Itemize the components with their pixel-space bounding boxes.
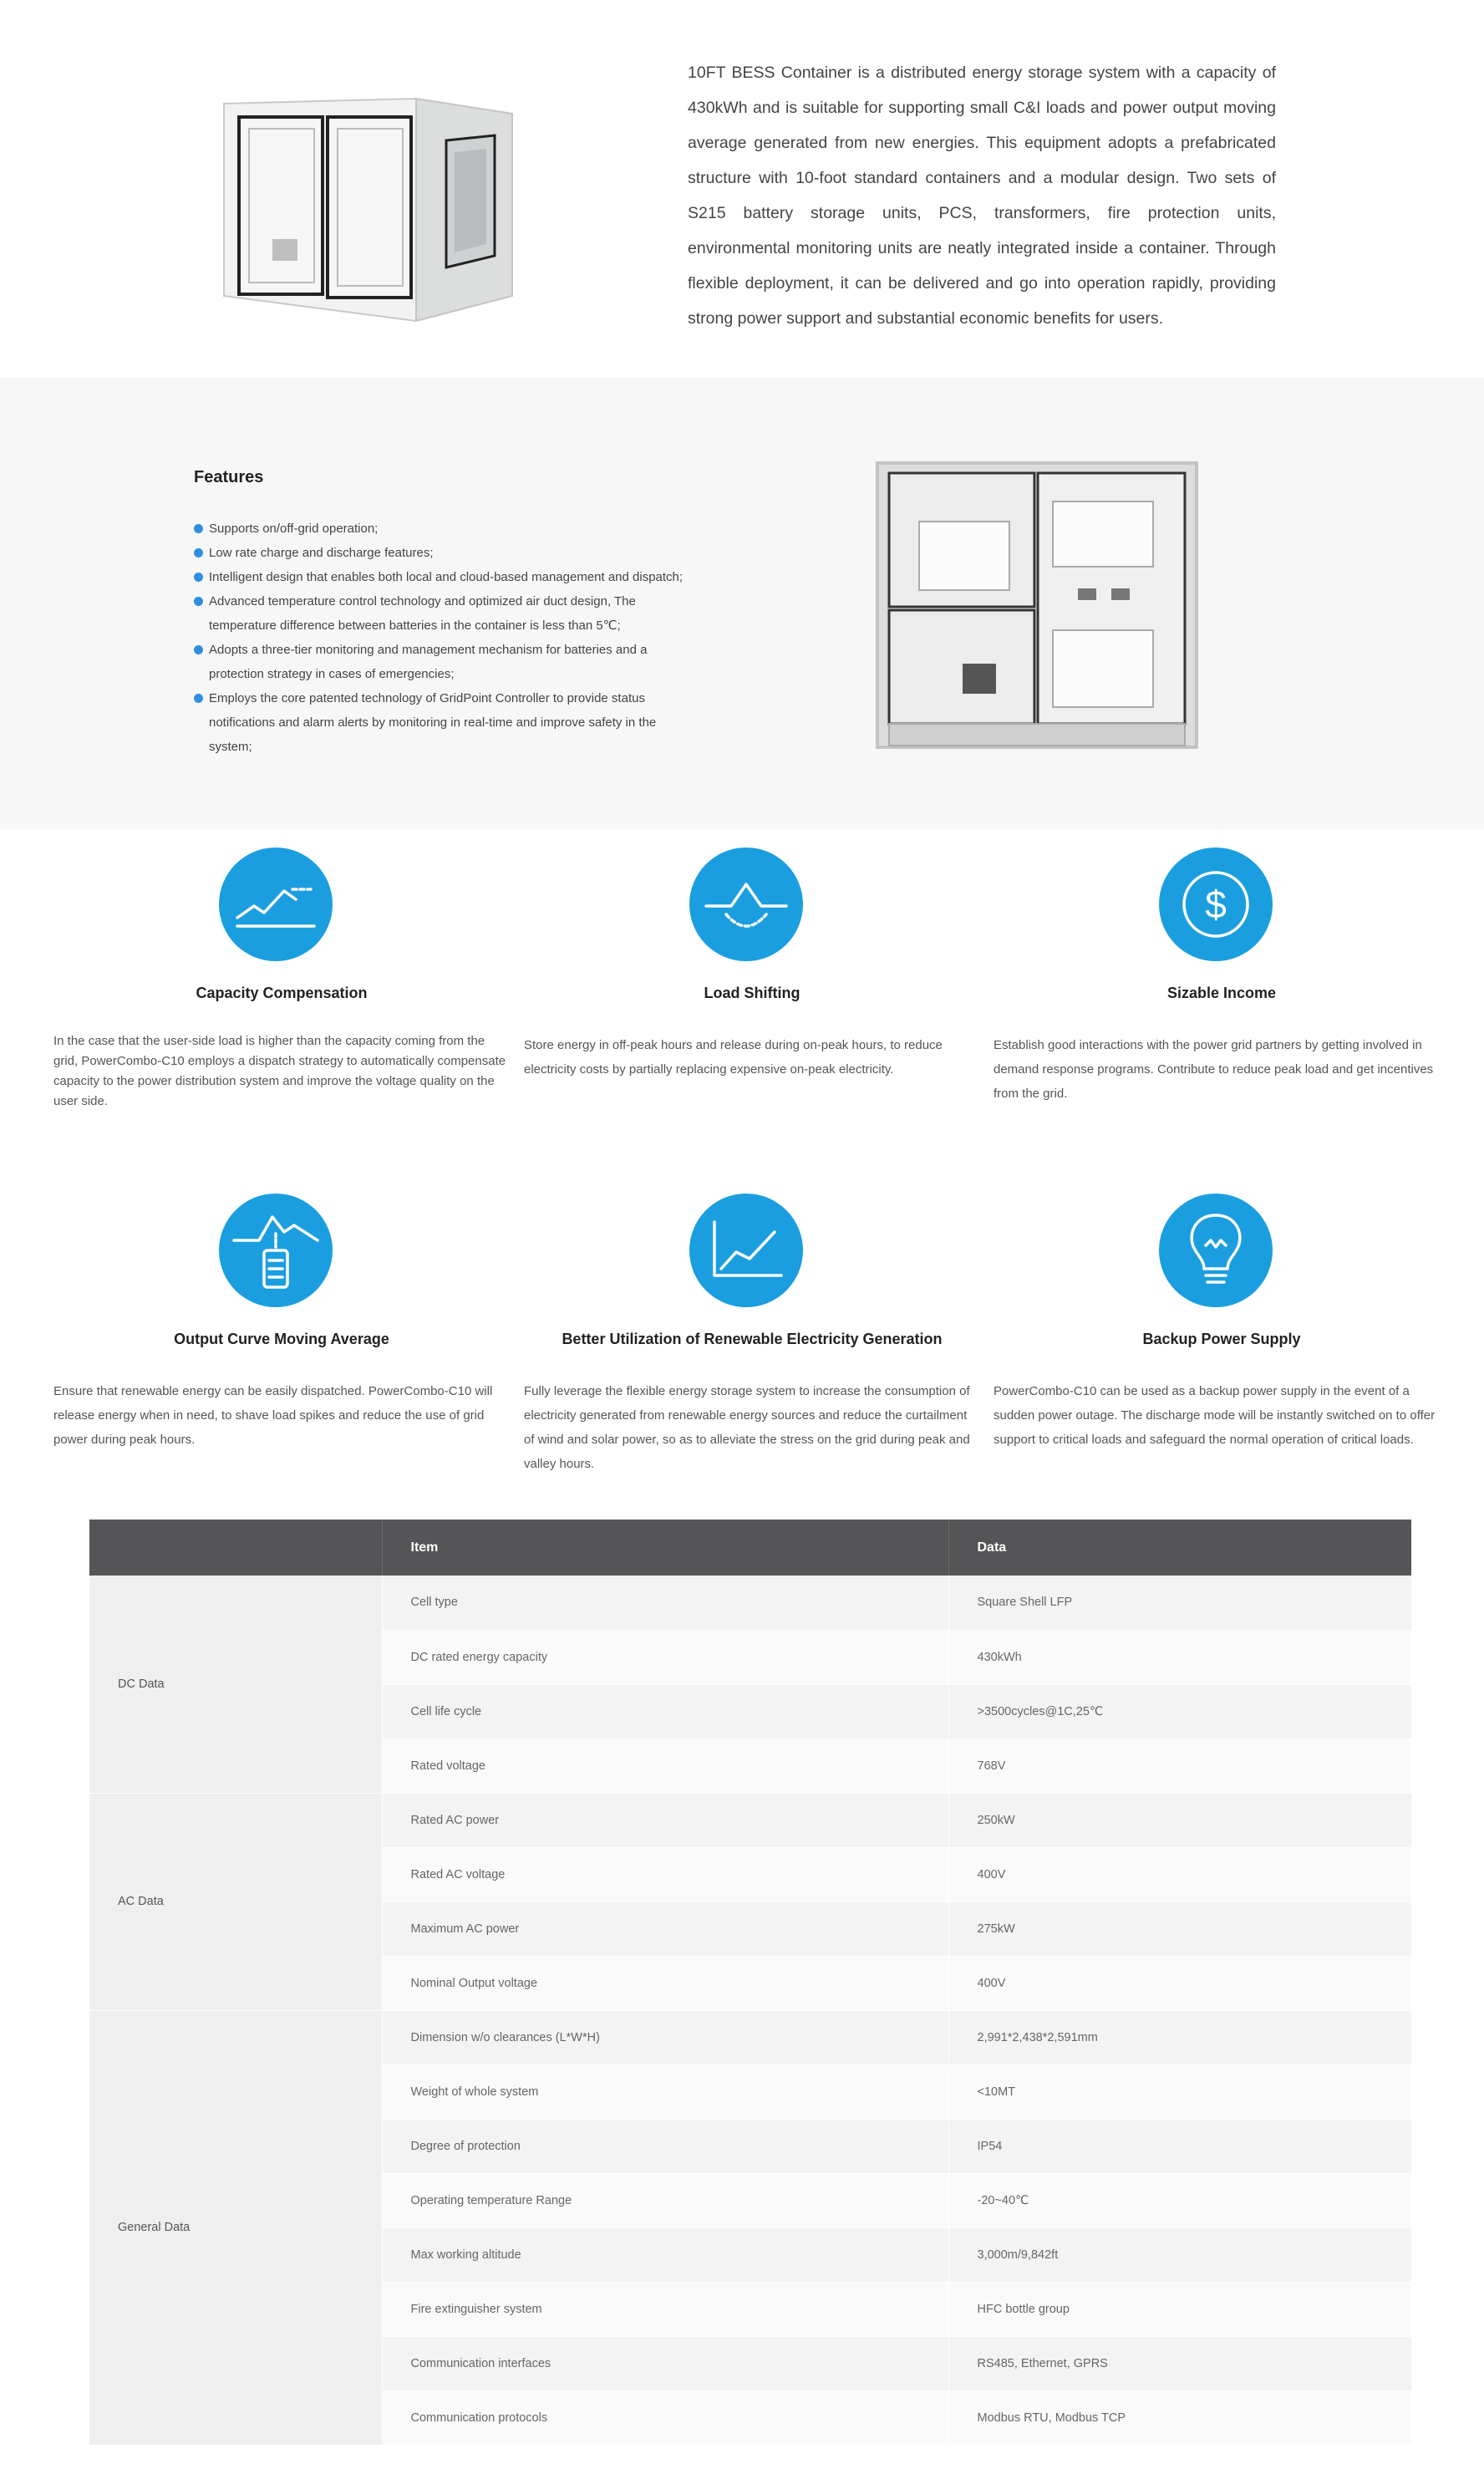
intro-section [0,0,1484,378]
benefit-description: Fully leverage the flexible energy storage system to increase the consumption of electricity generated from renewable energy sources and reduce the curtailment of wind and solar power, so as to alleviate the stress on the grid during peak and valley hours. [524,1384,970,1471]
feature-item: Adopts a three-tier monitoring and management mechanism for batteries and a protection strategy in cases of emergencies; [194,638,695,686]
spec-item: Fire extinguisher system [382,2282,948,2336]
spec-item: Dimension w/o clearances (L*W*H) [382,2010,948,2064]
spec-item: Rated AC power [382,1793,948,1847]
spec-value: 3,000m/9,842ft [948,2227,1411,2282]
benefit-description: In the case that the user-side load is higher than the capacity coming from the grid, PowerCombo-C10 employs a dispatch strategy to automatically compensate capacity to the power distribution system and improve the voltage quality on the user side. [53,1034,506,1108]
spec-table [89,1520,1411,2446]
spec-value: 275kW [948,1901,1411,1956]
spec-item: DC rated energy capacity [382,1630,948,1684]
benefit-description: Ensure that renewable energy can be easily dispatched. PowerCombo-C10 will release energy when in need, to shave load spikes and reduce the use of grid power during peak hours. [53,1384,493,1447]
benefit-description: Establish good interactions with the power grid partners by getting involved in demand response programs. Contribute to reduce peak load and get incentives from the grid. [994,1038,1434,1101]
spec-item: Communication interfaces [382,2336,948,2390]
container-exterior-image [216,80,516,331]
features-section [0,378,1484,829]
spec-item: Cell life cycle [382,1684,948,1738]
spec-value: Square Shell LFP [948,1576,1411,1630]
spec-group-label: AC Data [89,1793,382,2010]
spec-item: Operating temperature Range [382,2173,948,2227]
spec-item: Rated AC voltage [382,1847,948,1901]
feature-item: Low rate charge and discharge features; [194,541,695,565]
dollar-icon [1159,848,1273,961]
spec-item: Nominal Output voltage [382,1956,948,2010]
spec-value: 250kW [948,1793,1411,1847]
feature-item: Intelligent design that enables both local and cloud-based management and dispatch; [194,565,695,589]
container-interior-image [869,455,1203,756]
load-curve-icon [689,848,803,961]
benefit-description: PowerCombo-C10 can be used as a backup power supply in the event of a sudden power outage. The discharge mode will be instantly switched on to offer support to critical loads and safeguard the normal operation of critical loads. [994,1384,1436,1447]
feature-item: Advanced temperature control technology and optimized air duct design, The temperature difference between batteries in the container is less than 5℃; [194,589,695,638]
spec-value: <10MT [948,2064,1411,2119]
benefit-title: Better Utilization of Renewable Electricity Generation [562,1331,943,1347]
spec-header-group [89,1520,382,1576]
intro-description: 10FT BESS Container is a distributed energy storage system with a capacity of 430kWh and is suitable for supporting small C&I loads and power output moving average generated from new energies. This equipment adopts a prefabricated structure with 10-foot standard containers and a modular design. Two sets of S215 battery storage units, PCS, transformers, fire protection units, environmental monitoring units are neatly integrated inside a container. Through flexible deployment, it can be delivered and go into operation rapidly, providing strong power support and substantial economic benefits for users. [688,64,1276,328]
spec-value: Modbus RTU, Modbus TCP [948,2390,1411,2445]
spec-item: Maximum AC power [382,1901,948,1956]
spec-item: Communication protocols [382,2390,948,2445]
lightbulb-icon [1159,1194,1273,1307]
benefit-title: Backup Power Supply [1142,1331,1301,1347]
spec-group-label: DC Data [89,1576,382,1793]
features-list [194,517,695,759]
spec-header-row [89,1520,1411,1576]
spec-value: 430kWh [948,1630,1411,1684]
benefits-section [0,829,1484,1520]
spec-value: HFC bottle group [948,2282,1411,2336]
benefit-title: Output Curve Moving Average [174,1331,389,1347]
svg-text:$: $ [1205,883,1227,926]
feature-item: Supports on/off-grid operation; [194,517,695,541]
table-row [89,1793,1411,1847]
features-title: Features [194,468,264,486]
spec-value: RS485, Ethernet, GPRS [948,2336,1411,2390]
spec-value: -20~40℃ [948,2173,1411,2227]
spec-value: 768V [948,1738,1411,1793]
spec-item: Rated voltage [382,1738,948,1793]
spec-item: Degree of protection [382,2119,948,2173]
spec-value: 400V [948,1847,1411,1901]
spec-item: Max working altitude [382,2227,948,2282]
spec-value: >3500cycles@1C,25℃ [948,1684,1411,1738]
capacity-chart-icon [219,848,333,961]
table-row [89,1576,1411,1630]
benefit-description: Store energy in off-peak hours and release during on-peak hours, to reduce electricity costs by partially replacing expensive on-peak electricity. [524,1038,943,1077]
benefit-title: Sizable Income [1166,985,1277,1001]
rising-chart-icon [689,1194,803,1307]
benefit-title: Capacity Compensation [196,985,368,1001]
spec-group-label: General Data [89,2010,382,2445]
feature-item: Employs the core patented technology of GridPoint Controller to provide status notifications and alarm alerts by monitoring in real-time and improve safety in the system; [194,686,695,759]
spec-section [0,1520,1484,2469]
benefit-title: Load Shifting [704,985,800,1001]
spec-item: Weight of whole system [382,2064,948,2119]
battery-curve-icon [219,1194,333,1307]
spec-header-item: Item [382,1520,948,1576]
spec-value: IP54 [948,2119,1411,2173]
table-row [89,2010,1411,2064]
spec-header-data: Data [948,1520,1411,1576]
spec-value: 2,991*2,438*2,591mm [948,2010,1411,2064]
spec-item: Cell type [382,1576,948,1630]
spec-value: 400V [948,1956,1411,2010]
